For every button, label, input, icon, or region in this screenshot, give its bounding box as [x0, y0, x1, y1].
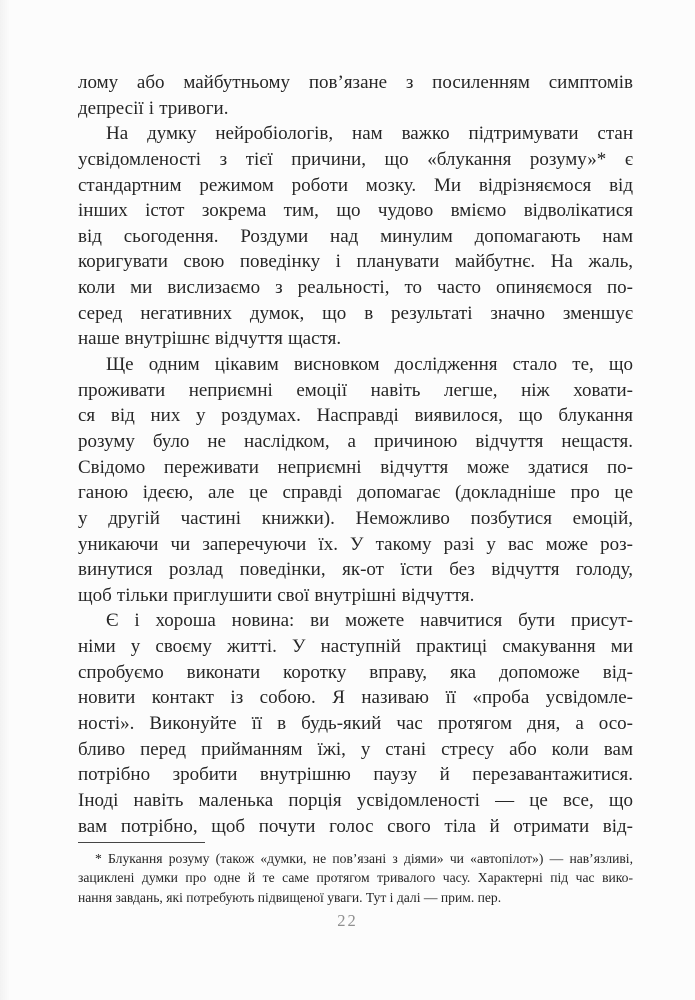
text-line: новити контакт із собою. Я називаю її «проба усвідомле-: [78, 687, 633, 709]
text-line: бливо перед прийманням їжі, у стані стресу або коли вам: [78, 738, 633, 760]
text-line: спробуємо виконати коротку вправу, яка допоможе від-: [78, 661, 633, 683]
text-line: Іноді навіть маленька порція усвідомленості — це все, що: [78, 789, 633, 811]
text-line: уникаючи чи заперечуючи їх. У такому разі у вас може роз-: [78, 533, 633, 555]
text-line: На думку нейробіологів, нам важко підтримувати стан: [106, 123, 633, 145]
text-line: Є і хороша новина: ви можете навчитися бути присут-: [106, 610, 633, 632]
text-line: коригувати свою поведінку і планувати майбутнє. На жаль,: [78, 251, 633, 273]
text-line: щоб тільки приглушити свої внутрішні відчуття.: [78, 584, 475, 606]
text-line: ся від них у роздумах. Насправді виявилося, що блукання: [78, 405, 633, 427]
text-line: проживати неприємні емоції навіть легше, ніж ховати-: [78, 379, 633, 401]
text-line: лому або майбутньому пов’язане з посиленням симптомів: [78, 72, 633, 93]
text-line: Свідомо переживати неприємні відчуття може здатися по-: [78, 456, 633, 478]
text-line: розуму було не наслідком, а причиною відчуття нещастя.: [78, 430, 633, 452]
paragraph-1: [78, 70, 633, 121]
text-line: ганою ідеєю, але це справді допомагає (докладніше про це: [78, 482, 633, 504]
text-line: усвідомленості з тієї причини, що «блукання розуму»* є: [78, 148, 633, 170]
footnote-rule: [78, 842, 205, 843]
text-line: стандартним режимом роботи мозку. Ми відрізняємося від: [78, 174, 633, 196]
paragraph-2: [78, 121, 633, 352]
footnote-line: зациклені думки про одне й те саме протягом тривалого часу. Характерні під час вико-: [78, 870, 633, 886]
text-line: німи у своєму житті. У наступній практиці смакування ми: [78, 636, 633, 658]
text-line: наше внутрішнє відчуття щастя.: [78, 328, 342, 350]
page-number: 22: [337, 911, 358, 930]
text-line: інших істот зокрема тим, що чудово вміємо відволікатися: [78, 200, 633, 222]
text-line: вам потрібно, щоб почути голос свого тіла й отримати від-: [78, 815, 633, 837]
text-line: серед негативних думок, що в результаті значно зменшує: [78, 302, 633, 324]
text-line: Ще одним цікавим висновком дослідження стало те, що: [106, 354, 633, 376]
text-line: від сьогодення. Роздуми над минулим допомагають нам: [78, 225, 633, 247]
page-text: [78, 70, 633, 839]
text-line: депресії і тривоги.: [78, 97, 229, 119]
footnote-line: * Блукання розуму (також «думки, не пов’язані з діями» чи «автопілот») — нав’язливі,: [95, 851, 633, 866]
footnote-line: нання завдань, які потребують підвищеної уваги. Тут і далі — прим. пер.: [78, 889, 502, 905]
text-line: винутися розлад поведінки, як-от їсти без відчуття голоду,: [78, 559, 633, 581]
paragraph-3: [78, 352, 633, 608]
paragraph-4: [78, 608, 633, 839]
text-line: у другій частині книжки). Неможливо позбутися емоцій,: [78, 507, 633, 529]
text-line: потрібно зробити внутрішню паузу й перезавантажитися.: [78, 764, 633, 786]
footnote: [78, 849, 633, 907]
text-line: коли ми вислизаємо з реальності, то часто опиняємося по-: [78, 277, 633, 299]
text-line: ності». Виконуйте її в будь-який час протягом дня, а осо-: [78, 713, 633, 735]
